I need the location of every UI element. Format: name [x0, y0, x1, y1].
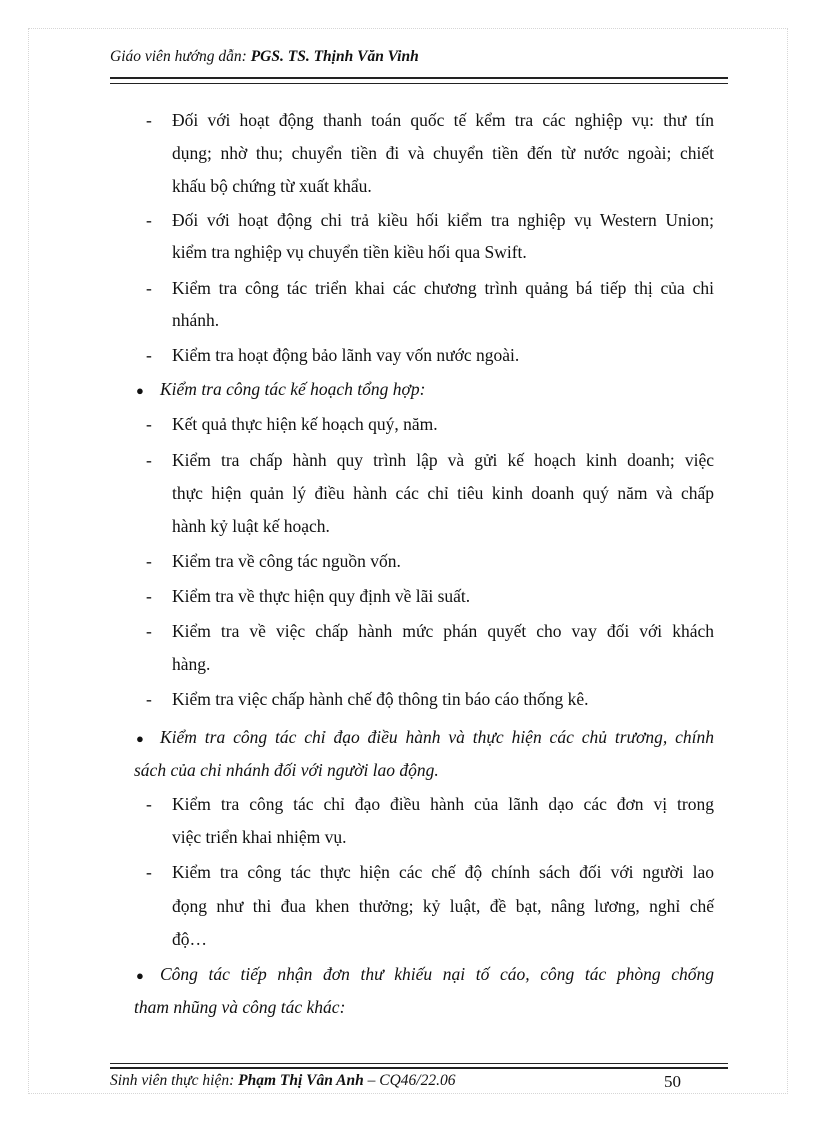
- header-label: Giáo viên hướng dẫn:: [110, 48, 251, 65]
- text-line: khấu bộ chứng từ xuất khẩu.: [172, 176, 372, 196]
- text-line: thực hiện quản lý điều hành các chỉ tiêu kinh doanh quý năm và chấp: [172, 483, 714, 503]
- text-line: độ…: [172, 929, 207, 949]
- dash-marker: -: [146, 110, 152, 130]
- text-line: Kiểm tra hoạt động bảo lãnh vay vốn nước ngoài.: [172, 345, 520, 365]
- text-line: kiểm tra nghiệp vụ chuyển tiền kiều hối qua Swift.: [172, 242, 527, 262]
- section-heading: Kiểm tra công tác kế hoạch tổng hợp:: [160, 379, 426, 399]
- dash-marker: -: [146, 689, 152, 709]
- text-line: Kết quả thực hiện kế hoạch quý, năm.: [172, 414, 438, 434]
- dash-marker: -: [146, 210, 152, 230]
- text-line: Kiểm tra về công tác nguồn vốn.: [172, 551, 401, 571]
- dash-marker: -: [146, 450, 152, 470]
- dash-marker: -: [146, 586, 152, 606]
- section-heading: Kiểm tra công tác chỉ đạo điều hành và thực hiện các chủ trương, chính: [160, 727, 714, 747]
- dash-marker: -: [146, 278, 152, 298]
- text-line: hành kỷ luật kế hoạch.: [172, 516, 330, 536]
- text-line: Kiểm tra công tác thực hiện các chế độ chính sách đối với người lao: [172, 862, 714, 882]
- dash-marker: -: [146, 345, 152, 365]
- footer-class-code: – CQ46/22.06: [363, 1072, 456, 1089]
- text-line: việc triển khai nhiệm vụ.: [172, 827, 347, 847]
- bullet-marker: ●: [136, 383, 144, 398]
- dash-marker: -: [146, 621, 152, 641]
- text-line: Đối với hoạt động chi trả kiều hối kiểm tra nghiệp vụ Western Union;: [172, 210, 714, 230]
- dash-marker: -: [146, 794, 152, 814]
- dash-marker: -: [146, 862, 152, 882]
- footer-rule: [110, 1063, 728, 1069]
- footer-student-name: Phạm Thị Vân Anh: [238, 1072, 364, 1089]
- text-line: Kiểm tra chấp hành quy trình lập và gửi kế hoạch kinh doanh; việc: [172, 450, 714, 470]
- header-rule: [110, 77, 728, 84]
- text-line: đọng như thi đua khen thưởng; kỷ luật, đề bạt, nâng lương, nghỉ chế: [172, 896, 714, 916]
- text-line: hàng.: [172, 654, 211, 674]
- page-number: 50: [664, 1072, 681, 1091]
- page-header: [110, 48, 730, 66]
- page-footer: [110, 1072, 730, 1090]
- section-heading-continued: tham nhũng và công tác khác:: [134, 997, 346, 1017]
- dash-marker: -: [146, 414, 152, 434]
- header-supervisor-name: PGS. TS. Thịnh Văn Vinh: [250, 48, 419, 65]
- text-line: nhánh.: [172, 310, 220, 330]
- text-line: Kiểm tra về thực hiện quy định về lãi suất.: [172, 586, 471, 606]
- dash-marker: -: [146, 551, 152, 571]
- footer-label: Sinh viên thực hiện:: [110, 1072, 239, 1089]
- text-line: dụng; nhờ thu; chuyển tiền đi và chuyển tiền đến từ nước ngoài; chiết: [172, 143, 714, 163]
- text-line: Đối với hoạt động thanh toán quốc tế kểm tra các nghiệp vụ: thư tín: [172, 110, 714, 130]
- page-border: [28, 28, 788, 1094]
- text-line: Kiểm tra việc chấp hành chế độ thông tin báo cáo thống kê.: [172, 689, 589, 709]
- text-line: Kiểm tra công tác triển khai các chương trình quảng bá tiếp thị của chi: [172, 278, 714, 298]
- section-heading-continued: sách của chi nhánh đối với người lao động.: [134, 760, 439, 780]
- section-heading: Công tác tiếp nhận đơn thư khiếu nại tố cáo, công tác phòng chống: [160, 964, 714, 984]
- text-line: Kiểm tra công tác chỉ đạo điều hành của lãnh dạo các đơn vị trong: [172, 794, 714, 814]
- text-line: Kiểm tra về việc chấp hành mức phán quyết cho vay đối với khách: [172, 621, 714, 641]
- bullet-marker: ●: [136, 731, 144, 746]
- bullet-marker: ●: [136, 968, 144, 983]
